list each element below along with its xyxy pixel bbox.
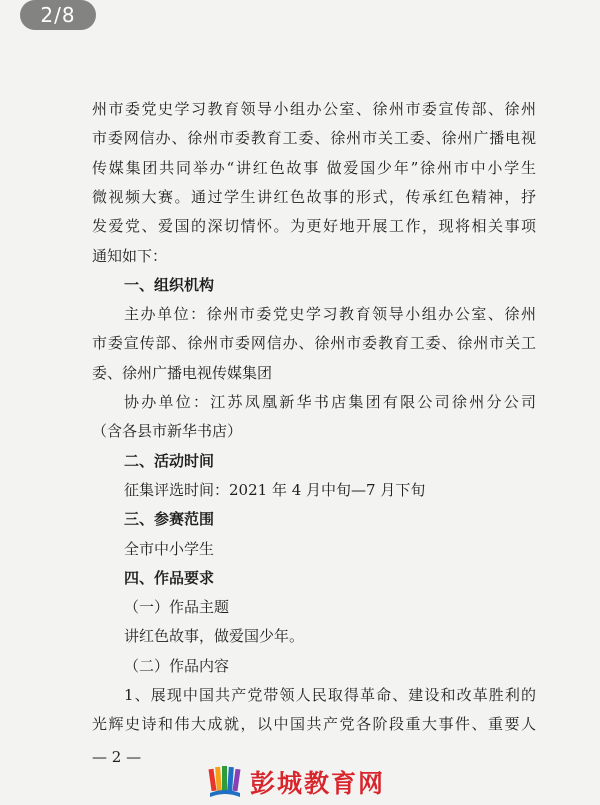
watermark — [208, 764, 385, 800]
text-line: 1、展现中国共产党带领人民取得革命、建设和改革胜利的 — [124, 686, 536, 704]
text-line: 协办单位：江苏凤凰新华书店集团有限公司徐州分公司 — [124, 393, 536, 411]
text-line: 通知如下： — [92, 247, 168, 265]
text-line: （一）作品主题 — [124, 598, 230, 616]
text-line: 征集评选时间：2021 年 4 月中旬—7 月下旬 — [124, 481, 426, 499]
book-logo-icon — [208, 765, 242, 799]
text-line: 委、徐州广播电视传媒集团 — [92, 364, 273, 382]
section-heading: 四、作品要求 — [124, 569, 215, 587]
text-line: 发爱党、爱国的深切情怀。为更好地开展工作，现将相关事项 — [92, 217, 536, 235]
text-line: 州市委党史学习教育领导小组办公室、徐州市委宣传部、徐州 — [92, 100, 536, 118]
section-heading: 二、活动时间 — [124, 452, 215, 470]
text-line: 讲红色故事，做爱国少年。 — [124, 627, 305, 645]
text-line: （二）作品内容 — [124, 657, 230, 675]
section-heading: 一、组织机构 — [124, 276, 215, 294]
section-heading: 三、参赛范围 — [124, 510, 215, 528]
text-line: 光辉史诗和伟大成就，以中国共产党各阶段重大事件、重要人 — [92, 715, 536, 733]
page-number: — 2 — — [92, 748, 142, 766]
watermark-text: 彭城教育网 — [250, 769, 386, 798]
text-line: 全市中小学生 — [124, 540, 215, 558]
text-line: 微视频大赛。通过学生讲红色故事的形式，传承红色精神，抒 — [92, 188, 536, 206]
text-line: 市委宣传部、徐州市委网信办、徐州市委教育工委、徐州市关工 — [92, 334, 536, 352]
text-line: 市委网信办、徐州市委教育工委、徐州市关工委、徐州广播电视 — [92, 129, 536, 147]
text-line: 传媒集团共同举办“讲红色故事 做爱国少年”徐州市中小学生 — [92, 159, 536, 177]
text-line: 主办单位：徐州市委党史学习教育领导小组办公室、徐州 — [124, 305, 536, 323]
text-line: （含各县市新华书店） — [92, 422, 243, 440]
page-indicator: 2/8 — [20, 0, 96, 30]
